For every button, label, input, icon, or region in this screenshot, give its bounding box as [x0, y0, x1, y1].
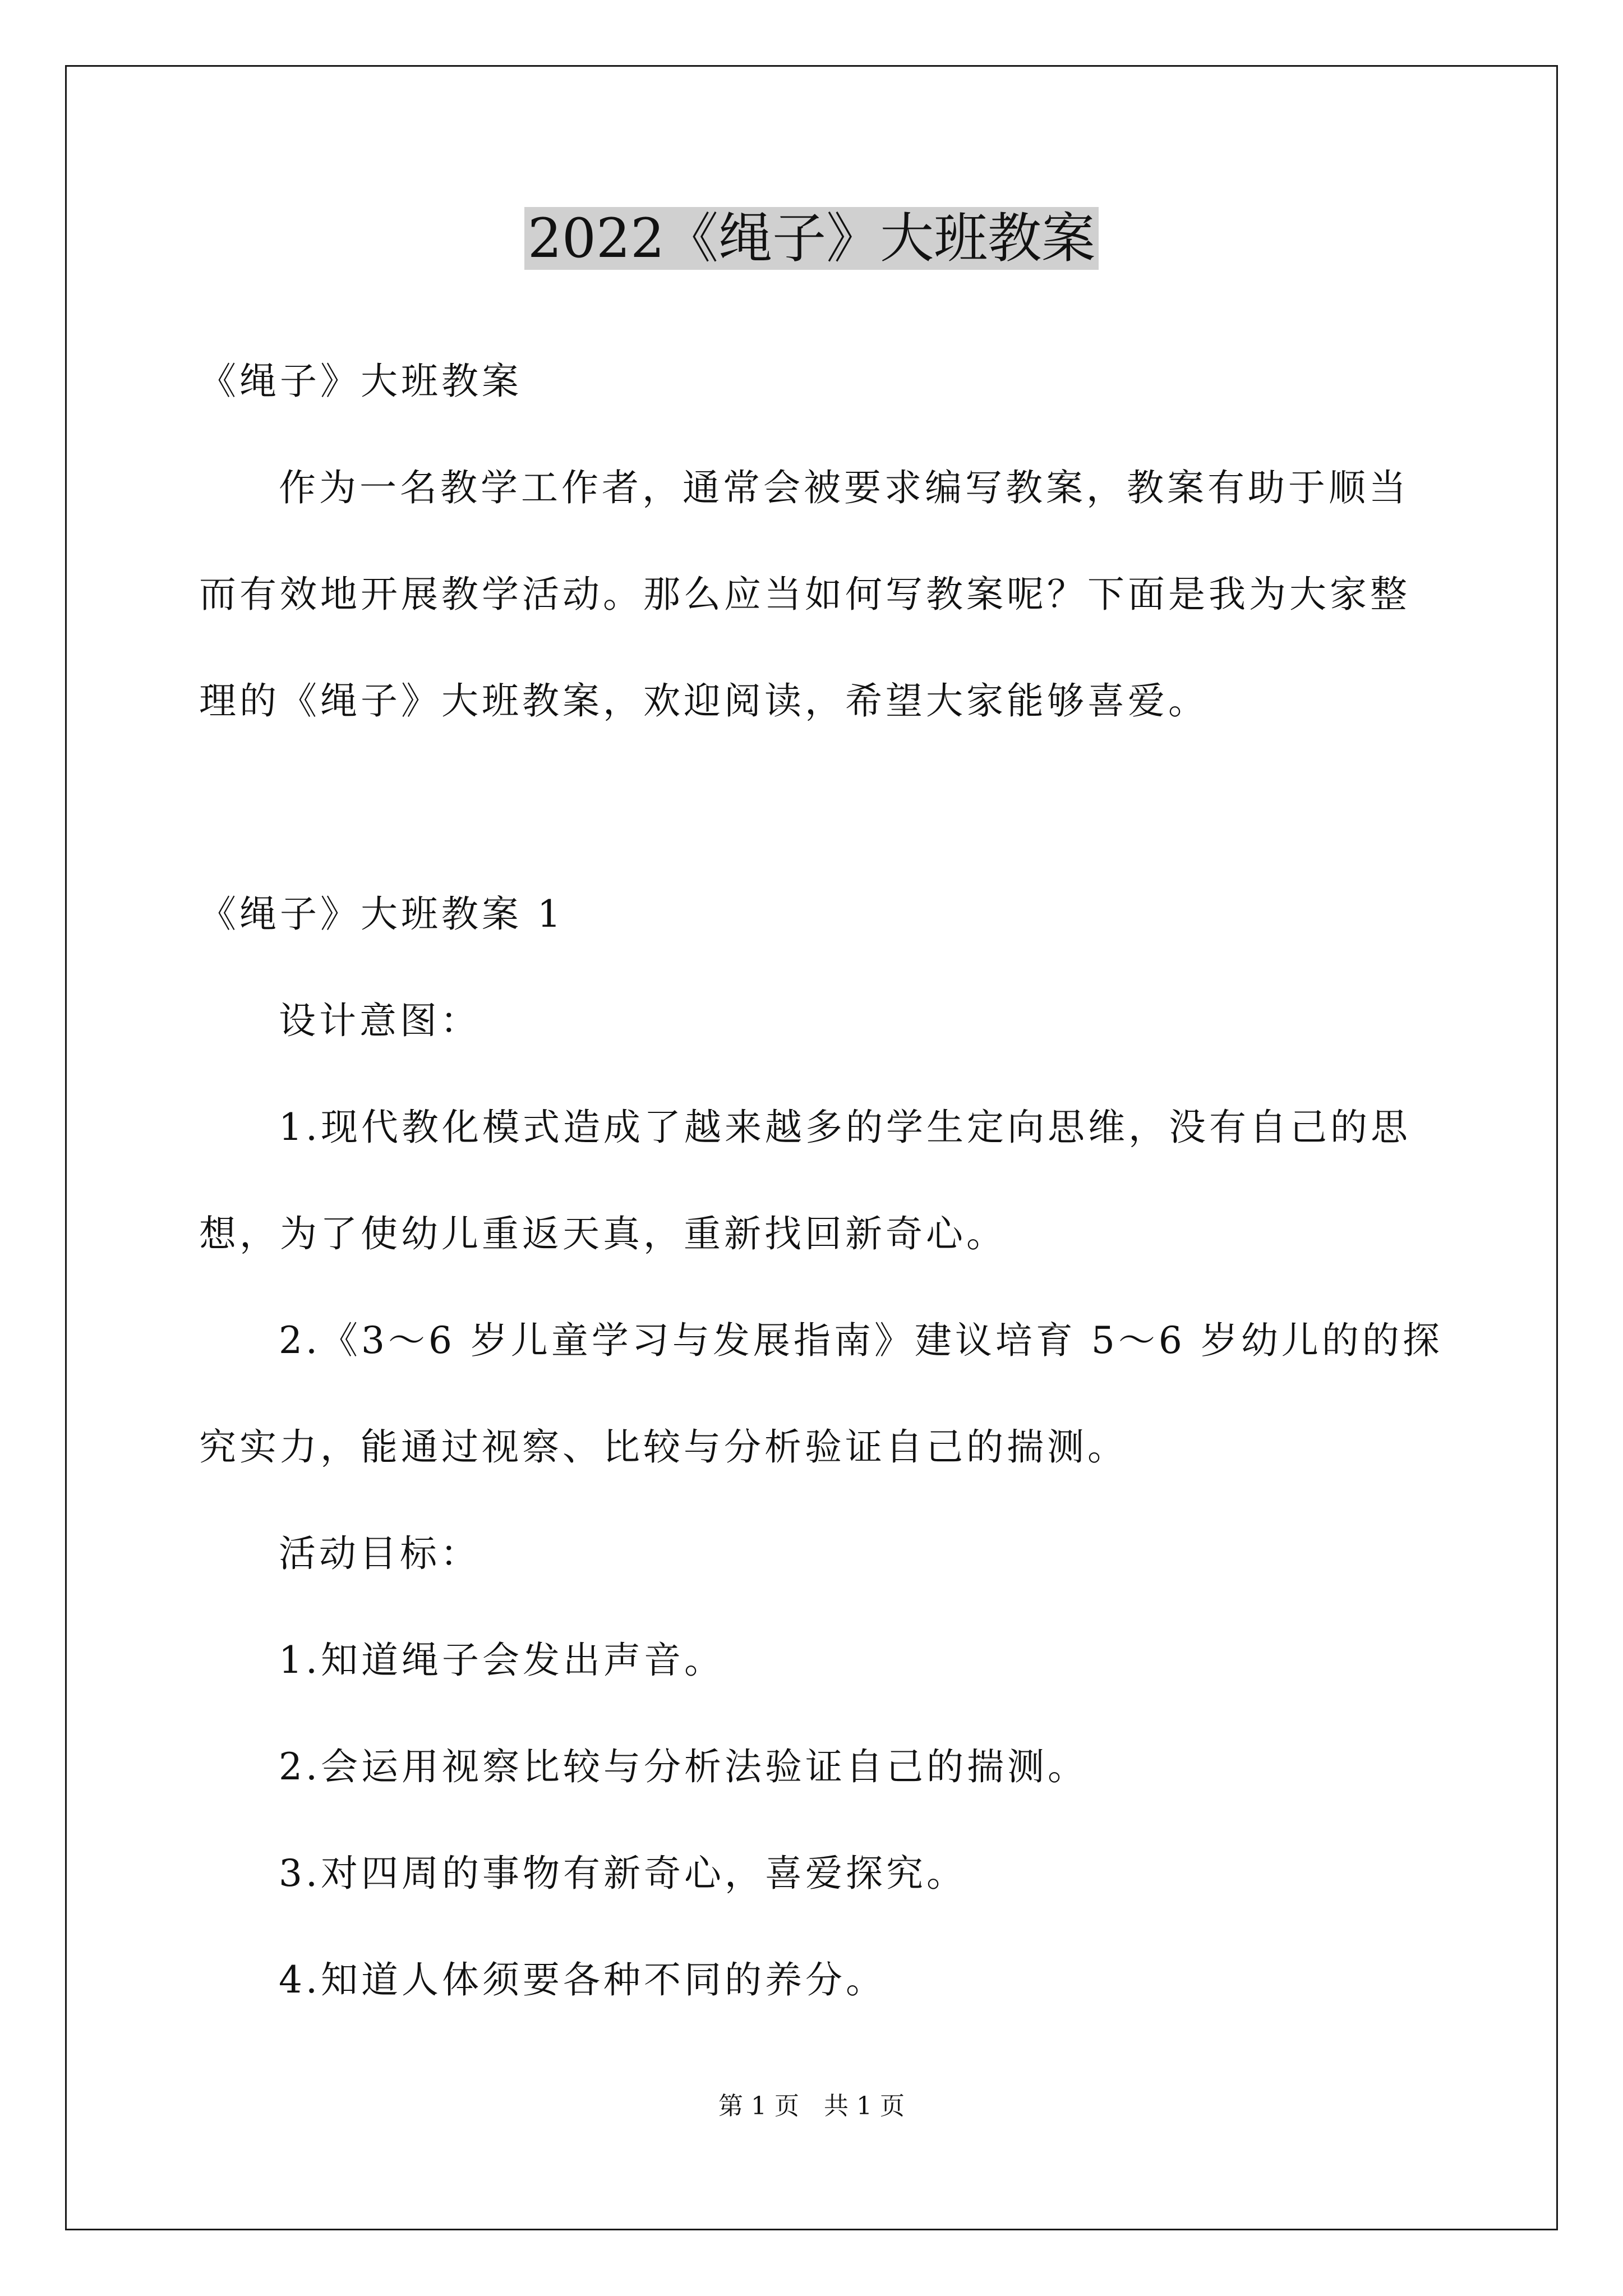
- design-intent-item-1: 1.现代教化模式造成了越来越多的学生定向思维，没有自己的思: [279, 1106, 1411, 1149]
- subheading-activity-goals: 活动目标：: [279, 1532, 481, 1575]
- design-intent-item-1-continued: 想，为了使幼儿重返天真，重新找回新奇心。: [199, 1212, 1007, 1255]
- subheading-design-intent: 设计意图：: [279, 999, 481, 1042]
- goal-item-3: 3.对四周的事物有新奇心，喜爱探究。: [279, 1852, 967, 1895]
- goal-item-2: 2.会运用视察比较与分析法验证自己的揣测。: [279, 1745, 1088, 1788]
- goal-item-4: 4.知道人体须要各种不同的养分。: [279, 1958, 886, 2001]
- goal-item-1: 1.知道绳子会发出声音。: [279, 1639, 725, 1682]
- page-number-footer: 第 1 页 共 1 页: [718, 2092, 905, 2120]
- section-heading-intro: 《绳子》大班教案: [199, 360, 522, 403]
- design-intent-item-2: 2.《3～6 岁儿童学习与发展指南》建议培育 5～6 岁幼儿的的探: [279, 1319, 1443, 1362]
- intro-paragraph-line: 而有效地开展教学活动。那么应当如何写教案呢？下面是我为大家整: [199, 573, 1410, 616]
- intro-paragraph-line: 作为一名教学工作者，通常会被要求编写教案，教案有助于顺当: [279, 466, 1409, 509]
- design-intent-item-2-continued: 究实力，能通过视察、比较与分析验证自己的揣测。: [199, 1425, 1128, 1469]
- document-title: 2022《绳子》大班教案: [0, 199, 1623, 278]
- intro-paragraph-line: 理的《绳子》大班教案，欢迎阅读，希望大家能够喜爱。: [199, 679, 1209, 723]
- section-heading-1: 《绳子》大班教案 1: [199, 892, 564, 936]
